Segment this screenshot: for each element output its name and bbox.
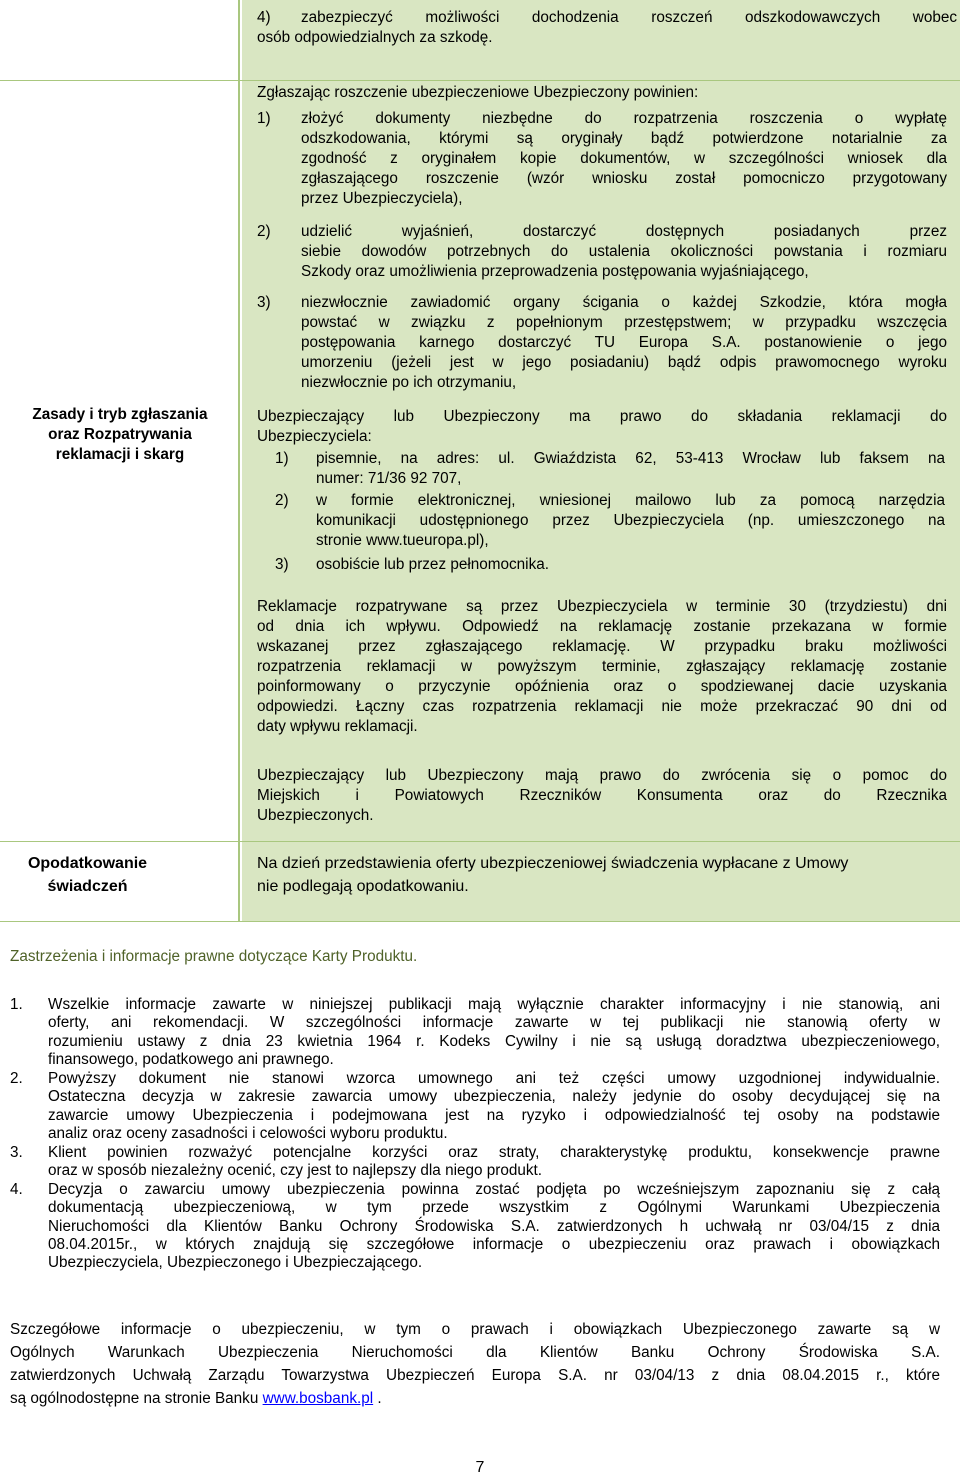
text-line: pisemnie, na adres: ul. Gwiaździsta 62, 53-413 Wrocław lub faksem na (316, 450, 945, 467)
text-line: nie podlegają opodatkowaniu. (257, 878, 469, 895)
text-line: Szkody oraz umożliwienia przeprowadzenia postępowania wyjaśniającego, (301, 263, 809, 280)
text-line: udzielić wyjaśnień, dostarczyć dostępnych posiadanych przez (301, 223, 947, 240)
list-number: 3) (275, 556, 289, 573)
bosbank-link[interactable]: www.bosbank.pl (262, 1390, 374, 1407)
legal-heading: Zastrzeżenia i informacje prawne dotyczące Karty Produktu. (10, 948, 418, 965)
label-line: Opodatkowanie (27, 855, 148, 872)
text-line: umorzeniu (jeżeli jest w jego posiadaniu) bądź odpis prawomocnego wyroku (301, 354, 947, 371)
list-number: 2) (275, 492, 289, 509)
text-line: finansowego, podatkowego ani prawnego. (48, 1050, 334, 1068)
text-fragment: . (373, 1390, 382, 1407)
text-line: w formie elektronicznej, wniesionej mailowo lub za pomocą narzędzia (316, 492, 945, 509)
text-line: zgłaszającego roszczenie (wzór wniosku został pomocniczo przygotowany (301, 170, 947, 187)
row3-content-cell (242, 842, 960, 921)
row1-label-cell (0, 0, 240, 80)
label-line: reklamacji i skarg (55, 446, 185, 463)
text-line: niezwłocznie po ich otrzymaniu, (301, 374, 517, 391)
text-line: rozpatrzenia reklamacji w powyższym terminie, zgłaszający reklamację zostanie (257, 658, 947, 675)
row2-label-cell (0, 81, 240, 841)
text-line: postępowania karnego dostarczyć TU Europa S.A. postanowienie o jego (301, 334, 947, 351)
claim-intro: Zgłaszając roszczenie ubezpieczeniowe Ubezpieczony powinien: (257, 84, 699, 101)
text-line: siebie dowodów potrzebnych do ustalenia okoliczności powstania i rozmiaru (301, 243, 947, 260)
details-paragraph (10, 1318, 940, 1410)
text-line: Ubezpieczonych. (257, 807, 374, 824)
text-line: zgodność z oryginałem kopie dokumentów, w szczególności wniosek dla (301, 150, 947, 167)
text-line: daty wpływu reklamacji. (257, 718, 418, 735)
list-number: 2. (10, 1070, 23, 1087)
text-line: poinformowany o przyczynie opóźnienia oraz o spodziewanej dacie uzyskania (257, 678, 947, 695)
text-line: zawarcie umowy Ubezpieczenia i podejmowana jest na ryzyko i odpowiedzialność tej osoby na podstawie (48, 1106, 940, 1124)
text-line: Klient powinien rozważyć potencjalne korzyści oraz straty, charakterystykę produktu, konsekwencje prawne (48, 1144, 940, 1161)
list-number: 1) (275, 450, 289, 467)
text-fragment: są ogólnodostępne na stronie Banku (10, 1390, 263, 1407)
complaint-intro (257, 407, 947, 447)
text-line: złożyć dokumenty niezbędne do rozpatrzenia roszczenia o wypłatę (301, 110, 947, 127)
list-number: 1) (257, 110, 271, 127)
text-line: Szczegółowe informacje o ubezpieczeniu, w tym o prawach i obowiązkach Ubezpieczonego zawarte są w (10, 1321, 940, 1338)
list-number: 4) (257, 9, 271, 26)
text-line: odszkodowania, którymi są oryginały bądź potwierdzone notarialnie za (301, 130, 947, 147)
row1-content-cell (242, 0, 960, 80)
text-line: komunikacji udostępnionego przez Ubezpieczyciela (np. umieszczonego na (316, 512, 945, 529)
list-number: 4. (10, 1181, 23, 1198)
taxation-text (257, 852, 947, 898)
text-line: Decyzja o zawarciu umowy ubezpieczenia powinna zostać podjęta po wcześniejszym zapoznaniu się z całą (48, 1181, 940, 1198)
review-paragraph (257, 597, 947, 737)
list-number: 3) (257, 294, 271, 311)
text-line: osobiście lub przez pełnomocnika. (316, 556, 549, 573)
text-line: powstać w związku z popełnionym przestępstwem; w przypadku wszczęcia (301, 314, 947, 331)
row3-label-cell (0, 842, 240, 921)
text-line: od dnia ich wpływu. Odpowiedź na reklamację zostanie przekazana w formie (257, 618, 947, 635)
text-line: oraz w sposób niezależny ocenić, czy jest to najlepszy dla niego produkt. (48, 1162, 543, 1180)
text-line: oferty, ani rekomendacji. W szczególności informacje zawarte w tej publikacji nie stanowią oferty w (48, 1014, 940, 1032)
text-line: Ubezpieczający lub Ubezpieczony ma prawo do składania reklamacji do (257, 408, 947, 425)
text-line: Ubezpieczający lub Ubezpieczony mają prawo do zwrócenia się o pomoc do (257, 767, 947, 784)
list-number: 1. (10, 996, 23, 1013)
text-line: Powyższy dokument nie stanowi wzorca umownego ani też części umowy uzgodnionej indywidualnie. (48, 1070, 940, 1087)
text-line: wskazanej przez zgłaszającego reklamację. W przypadku braku możliwości (257, 638, 947, 655)
list-number: 2) (257, 223, 271, 240)
text-line: Ogólnych Warunkach Ubezpieczenia Nieruchomości dla Klientów Banku Ochrony Środowiska S.A. (10, 1344, 940, 1361)
text-line: zabezpieczyć możliwości dochodzenia roszczeń odszkodowawczych wobec (301, 9, 957, 26)
text-line: 08.04.2015r., w których znajdują się szczegółowe informacje o ubezpieczeniu oraz prawach i obowiązkach (48, 1235, 940, 1253)
text-line: stronie www.tueuropa.pl), (316, 532, 489, 549)
label-line: Zasady i tryb zgłaszania (32, 406, 208, 423)
section-label-complaints (10, 405, 230, 465)
text-line: Reklamacje rozpatrywane są przez Ubezpieczyciela w terminie 30 (trzydziestu) dni (257, 598, 947, 615)
text-line: numer: 71/36 92 707, (316, 470, 462, 487)
section-label-taxation (0, 852, 175, 898)
page-number: 7 (475, 1459, 485, 1476)
text-line: Na dzień przedstawienia oferty ubezpieczeniowej świadczenia wypłacane z Umowy (257, 855, 849, 872)
text-line: odpowiedzi. Łączny czas rozpatrzenia reklamacji nie może przekraczać 90 dni od (257, 698, 947, 715)
text-line: analiz oraz oceny zasadności i celowości wyboru produktu. (48, 1124, 448, 1142)
text-line: Ubezpieczyciela, Ubezpieczonego i Ubezpieczającego. (48, 1254, 423, 1272)
text-line: osób odpowiedzialnych za szkodę. (257, 29, 493, 46)
row2-content-cell (242, 81, 960, 841)
text-line: Ostateczna decyzja w zakresie zawarcia umowy ubezpieczenia, należy jedynie do osoby decydującej się na (48, 1088, 940, 1106)
text-line: Ubezpieczyciela: (257, 428, 372, 445)
text-line: dokumentacją ubezpieczeniową, w tym przede wszystkim z Ogólnymi Warunkami Ubezpieczenia (48, 1199, 940, 1217)
text-line: Nieruchomości dla Klientów Banku Ochrony Środowiska S.A. zatwierdzonych h uchwałą nr 03/04/15 z dnia (48, 1217, 940, 1235)
text-line: niezwłocznie zawiadomić organy ścigania o każdej Szkodzie, która mogła (301, 294, 947, 311)
ombudsman-paragraph (257, 766, 947, 826)
text-line: Miejskich i Powiatowych Rzeczników Konsumenta oraz do Rzecznika (257, 787, 947, 804)
text-line: Wszelkie informacje zawarte w niniejszej publikacji mają wyłącznie charakter informacyjny i nie stanowią, ani (48, 996, 940, 1013)
text-line: rozumieniu ustawy z dnia 23 kwietnia 1964 r. Kodeks Cywilny i nie są usługą doradztwa ubezpieczeniowego, (48, 1032, 940, 1050)
label-line: oraz Rozpatrywania (48, 426, 192, 443)
text-line: przez Ubezpieczyciela), (301, 190, 463, 207)
text-line: zatwierdzonych Uchwałą Zarządu Towarzystwa Ubezpieczeń Europa S.A. nr 03/04/13 z dnia 08.04.2015 r., które (10, 1367, 940, 1384)
list-number: 3. (10, 1144, 23, 1161)
label-line: świadczeń (47, 878, 128, 895)
text-line (10, 1387, 940, 1410)
